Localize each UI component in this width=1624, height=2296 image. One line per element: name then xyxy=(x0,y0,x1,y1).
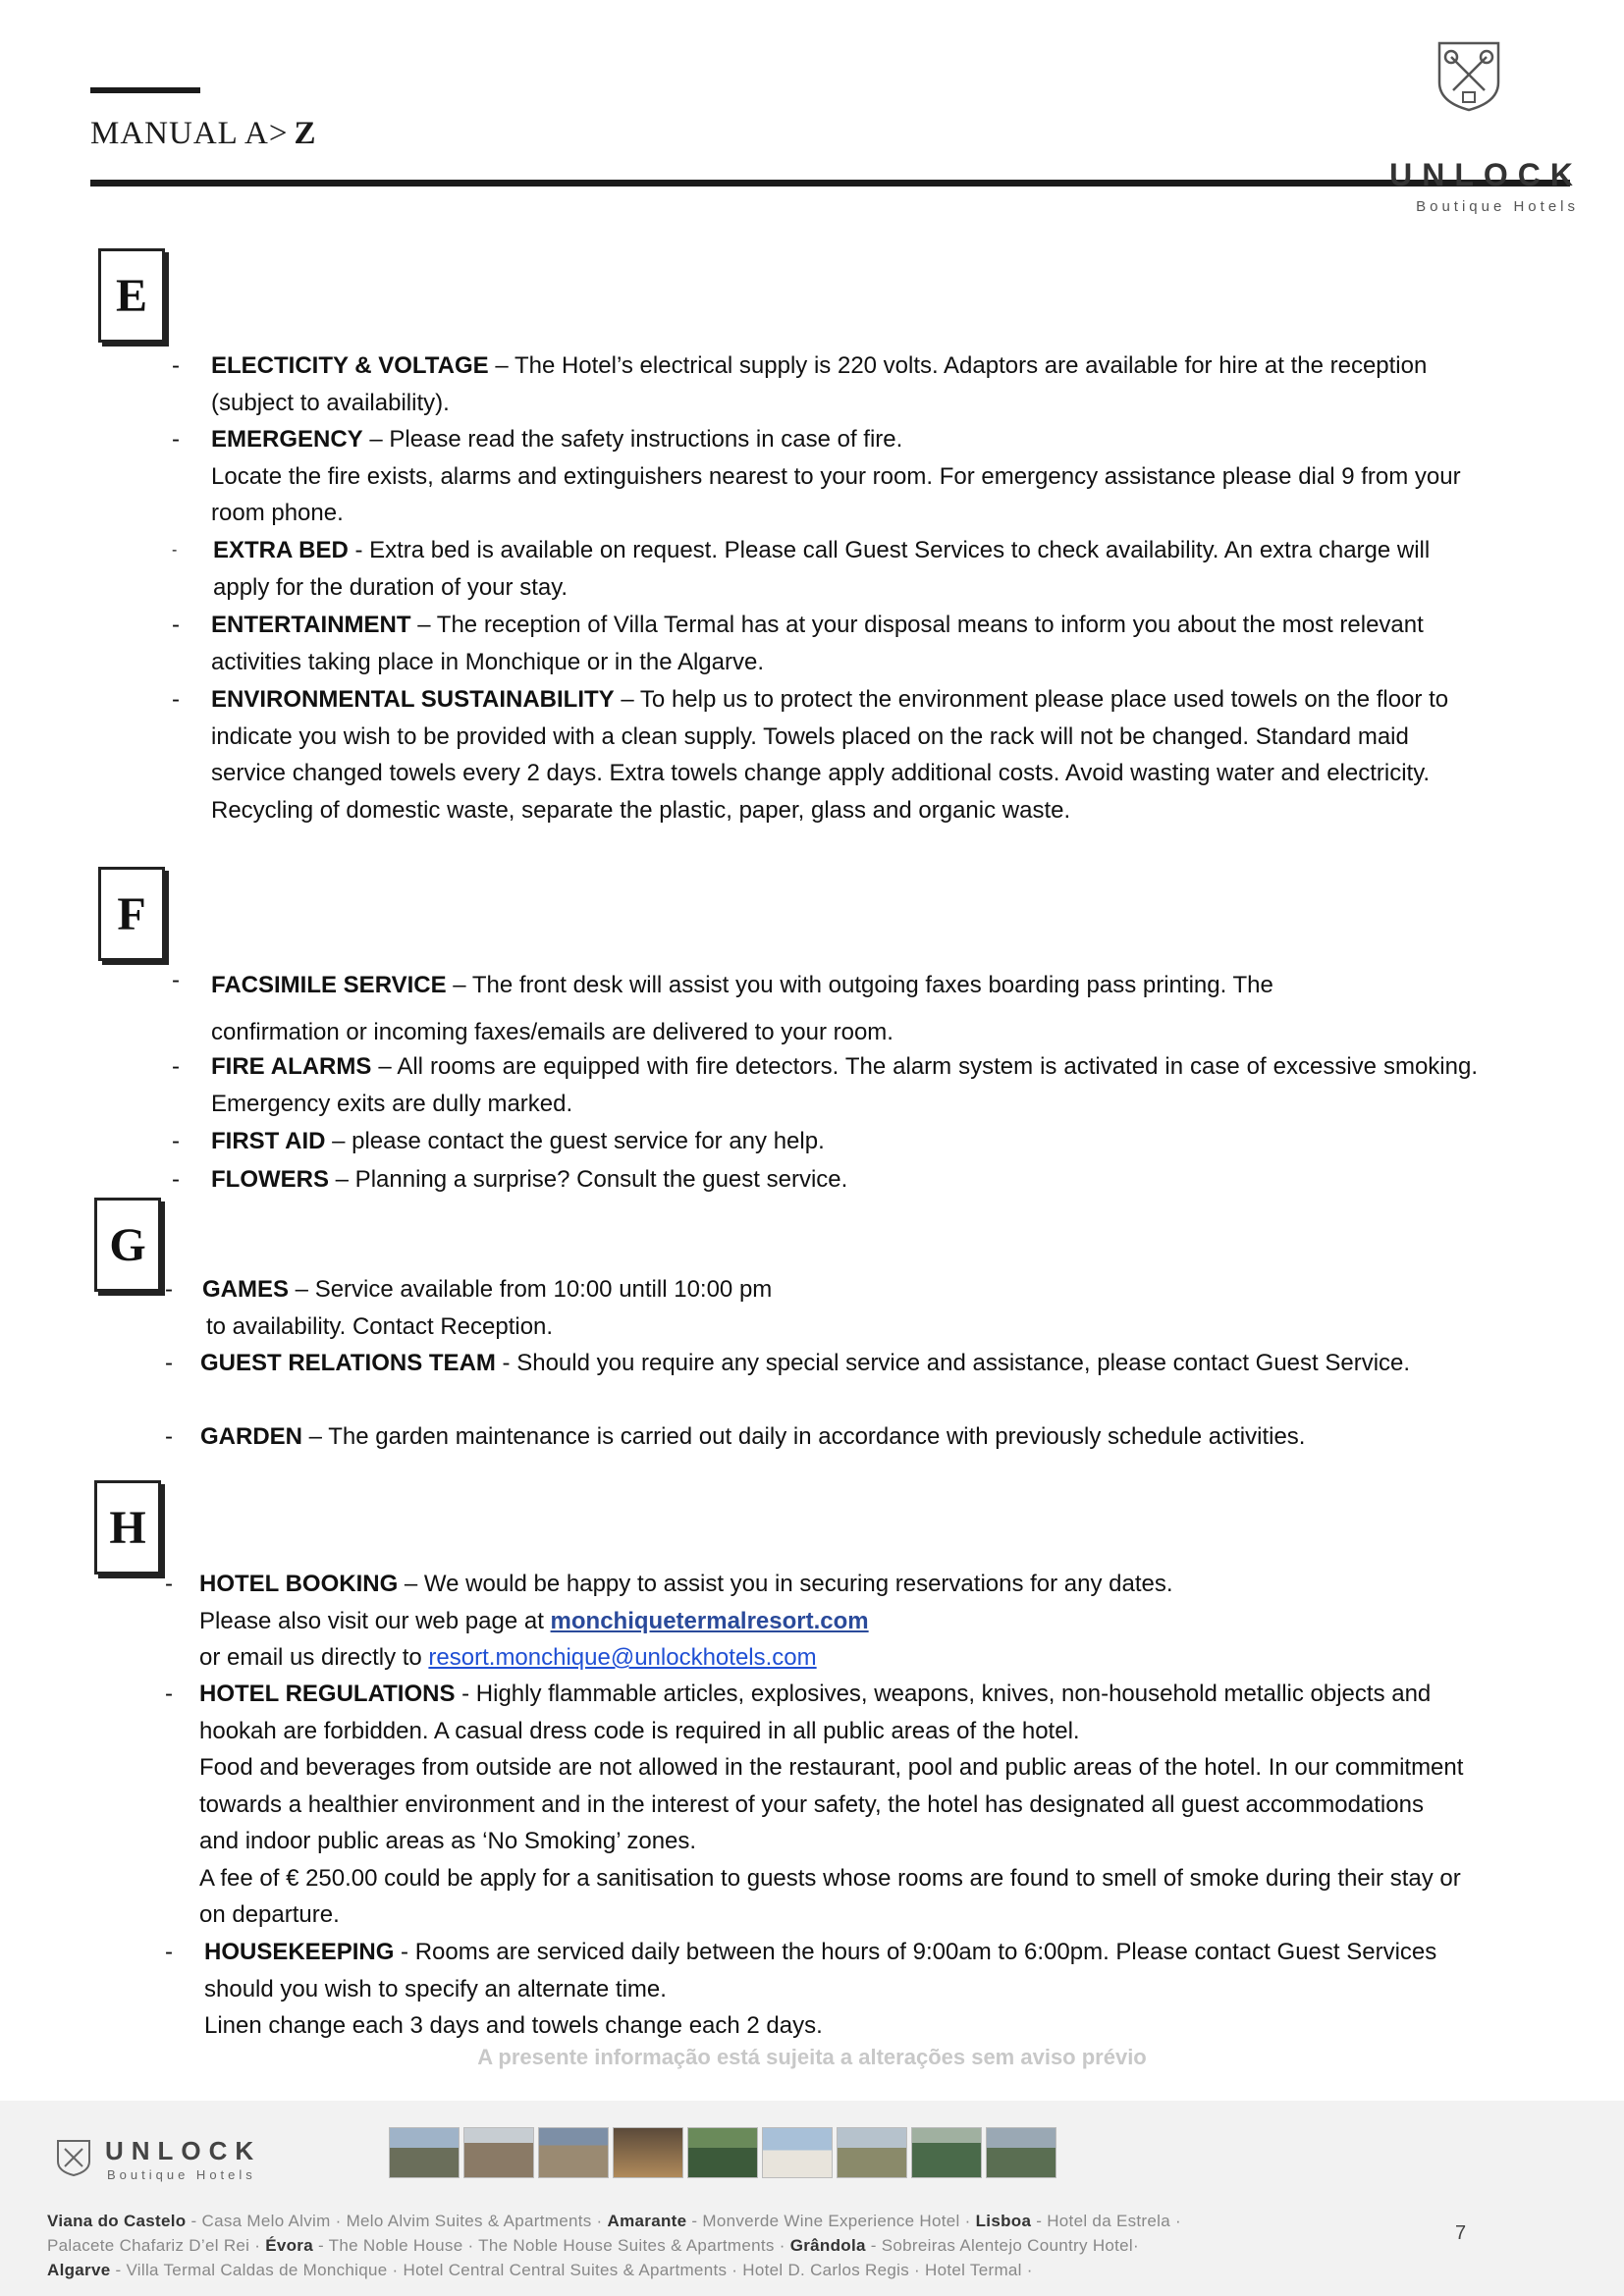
entry-first-aid xyxy=(172,1123,1478,1160)
change-notice: A presente informação está sujeita a alterações sem aviso prévio xyxy=(477,2045,1147,2069)
entry-flowers xyxy=(172,1161,1478,1199)
entry-entertainment xyxy=(172,607,1478,680)
section-letter-f: F xyxy=(98,867,165,961)
entry-text-3: or email us directly to xyxy=(199,1644,429,1671)
hotel-photo xyxy=(837,2127,907,2178)
entry-label: HOTEL BOOKING xyxy=(199,1571,399,1597)
entry-text: – We would be happy to assist you in securing reservations for any dates. xyxy=(398,1571,1173,1597)
bullet-dash: - xyxy=(172,1128,180,1154)
entry-text: – Planning a surprise? Consult the guest service. xyxy=(329,1166,848,1193)
brand-wordmark: UNLOCK xyxy=(1389,157,1583,192)
section-letter-e: E xyxy=(98,248,165,343)
entry-text-2: Recycling of domestic waste, separate the plastic, paper, glass and organic waste. xyxy=(211,796,1071,824)
bullet-dash: - xyxy=(172,352,180,379)
entry-games xyxy=(165,1271,1471,1345)
bullet-dash: - xyxy=(165,1681,173,1707)
entry-text: – To help us to protect the environment please place used towels on the floor to indicate you wish to be provided with a clean supply. Towels placed on the rack will not be changed. Standard maid service changed towels every 2 days. Extra towels change apply additional costs. Avoid wasting water and electricity. xyxy=(211,686,1449,786)
entry-text-2: Locate the fire exists, alarms and extinguishers nearest to your room. For emergency assistance please dial 9 from your room phone. xyxy=(211,462,1461,526)
footer-line-2 xyxy=(47,2236,1139,2256)
entry-label: FACSIMILE SERVICE xyxy=(211,972,447,998)
region-name: Algarve xyxy=(47,2261,111,2279)
region-name: Évora xyxy=(265,2236,313,2255)
hotel-names: - The Noble House · The Noble House Suites & Apartments · xyxy=(312,2236,790,2255)
entry-housekeeping xyxy=(165,1934,1471,2044)
entry-label: HOUSEKEEPING xyxy=(204,1939,395,1965)
entry-extra-bed xyxy=(172,532,1478,606)
hotel-photo xyxy=(389,2127,460,2178)
entry-label: FIRST AID xyxy=(211,1128,326,1154)
entry-label: ENVIRONMENTAL SUSTAINABILITY xyxy=(211,686,615,713)
entry-text: – The reception of Villa Termal has at your disposal means to inform you about the most relevant activities taking place in Monchique or in the Algarve. xyxy=(211,612,1424,675)
entry-garden xyxy=(165,1418,1471,1492)
entry-text: - Rooms are serviced daily between the hours of 9:00am to 6:00pm. Please contact Guest Services should you wish to specify an alternate time. xyxy=(204,1939,1437,2002)
entry-label: FIRE ALARMS xyxy=(211,1053,372,1080)
entry-text: – The front desk will assist you with outgoing faxes boarding pass printing. The xyxy=(446,972,1273,998)
bullet-dash: - xyxy=(172,1166,180,1193)
keys-shield-icon xyxy=(1434,39,1504,112)
hotel-photo xyxy=(911,2127,982,2178)
section-letter-g: G xyxy=(94,1198,161,1292)
footer xyxy=(0,2101,1624,2296)
bullet-dash: - xyxy=(172,612,180,638)
entry-text: - Should you require any special service and assistance, please contact Guest Service. xyxy=(495,1350,1411,1376)
entry-label: GUEST RELATIONS TEAM xyxy=(200,1350,496,1376)
bullet-dash: - xyxy=(172,542,178,559)
bullet-dash: - xyxy=(172,1053,180,1080)
entry-environmental-sustainability xyxy=(172,681,1478,868)
entry-label: GAMES xyxy=(202,1276,290,1303)
entry-text: – All rooms are equipped with fire detectors. The alarm system is activated in case of excessive smoking. Emergency exits are dully marked. xyxy=(211,1053,1479,1117)
hotel-photo xyxy=(986,2127,1056,2178)
bullet-dash: - xyxy=(165,1350,173,1376)
entry-label: ELECTICITY & VOLTAGE xyxy=(211,352,489,379)
footer-line-1 xyxy=(47,2212,1181,2231)
hotel-photo xyxy=(538,2127,609,2178)
bullet-dash: - xyxy=(165,1939,173,1965)
entry-text: - Extra bed is available on request. Please call Guest Services to check availability. An extra charge will apply for the duration of your stay. xyxy=(213,537,1431,601)
hotel-photo xyxy=(762,2127,833,2178)
hotel-names: - Casa Melo Alvim · Melo Alvim Suites & Apartments · xyxy=(186,2212,608,2230)
entry-text-2: to availability. Contact Reception. xyxy=(206,1312,554,1340)
entry-hotel-regulations xyxy=(165,1676,1471,1933)
entry-label: EXTRA BED xyxy=(213,537,349,563)
region-name: Amarante xyxy=(607,2212,687,2230)
entry-electricity xyxy=(172,347,1478,421)
entry-text: – The Hotel’s electrical supply is 220 volts. Adaptors are available for hire at the reception (subject to availability). xyxy=(211,352,1428,416)
hotel-names: Palacete Chafariz D’el Rei · xyxy=(47,2236,266,2255)
entry-hotel-booking xyxy=(165,1566,1471,1676)
entry-emergency xyxy=(172,421,1478,531)
entry-text: – please contact the guest service for any help. xyxy=(325,1128,825,1154)
header-accent-bar xyxy=(90,87,200,93)
footer-brand-subtitle: Boutique Hotels xyxy=(107,2167,256,2182)
entry-facsimile-service xyxy=(172,962,1478,1050)
email-link[interactable]: resort.monchique@unlockhotels.com xyxy=(428,1644,817,1671)
entry-text: – Please read the safety instructions in case of fire. xyxy=(362,426,903,453)
bullet-dash: - xyxy=(172,686,180,713)
entry-label: GARDEN xyxy=(200,1423,303,1450)
bullet-dash: - xyxy=(165,1423,173,1450)
bullet-dash: - xyxy=(172,426,180,453)
hotel-photo-strip xyxy=(389,2127,1056,2178)
manual-title: MANUAL A> Z xyxy=(90,116,317,151)
entry-text-2: confirmation or incoming faxes/emails are delivered to your room. xyxy=(211,1019,893,1045)
entry-text-2: Please also visit our web page at xyxy=(199,1607,551,1634)
entry-fire-alarms xyxy=(172,1048,1478,1122)
hotel-photo xyxy=(463,2127,534,2178)
footer-brand-wordmark: UNLOCK xyxy=(105,2136,262,2165)
entry-text-2: Linen change each 3 days and towels change each 2 days. xyxy=(204,2012,823,2039)
region-name: Lisboa xyxy=(975,2212,1032,2230)
hotel-photo xyxy=(687,2127,758,2178)
entry-text: – The garden maintenance is carried out daily in accordance with previously schedule activities. xyxy=(302,1423,1306,1450)
hotel-names: - Villa Termal Caldas de Monchique · Hotel Central Central Suites & Apartments · Hotel D. Carlos Regis · Hotel Termal · xyxy=(110,2261,1033,2279)
brand-subtitle: Boutique Hotels xyxy=(1416,198,1579,215)
hotel-names: - Hotel da Estrela · xyxy=(1031,2212,1181,2230)
section-letter-h: H xyxy=(94,1480,161,1575)
unlock-logo xyxy=(1347,39,1583,215)
entry-text: - Highly flammable articles, explosives, weapons, knives, non-household metallic objects and hookah are forbidden. A casual dress code is required in all public areas of the hotel. xyxy=(199,1681,1432,1744)
entry-text-2: Food and beverages from outside are not allowed in the restaurant, pool and public areas of the hotel. In our commitment towards a healthier environment and in the interest of your safety, the hotel has designated all guest accommodations and indoor public areas as ‘No Smoking’ zones. xyxy=(199,1754,1464,1854)
bullet-dash: - xyxy=(172,967,180,993)
entry-guest-relations-team xyxy=(165,1345,1471,1418)
entry-label: FLOWERS xyxy=(211,1166,329,1193)
entry-text: – Service available from 10:00 untill 10:00 pm xyxy=(289,1276,773,1303)
region-name: Viana do Castelo xyxy=(47,2212,187,2230)
entry-label: EMERGENCY xyxy=(211,426,363,453)
hotel-names: - Sobreiras Alentejo Country Hotel· xyxy=(865,2236,1139,2255)
region-name: Grândola xyxy=(789,2236,866,2255)
footer-line-3 xyxy=(47,2261,1033,2280)
entry-text-3: A fee of € 250.00 could be apply for a sanitisation to guests whose rooms are found to smell of smoke during their stay or on departure. xyxy=(199,1864,1461,1928)
website-link[interactable]: monchiquetermalresort.com xyxy=(550,1607,869,1634)
footer-logo xyxy=(54,2130,309,2199)
bullet-dash: - xyxy=(165,1571,173,1597)
keys-shield-icon xyxy=(54,2138,93,2177)
entry-label: ENTERTAINMENT xyxy=(211,612,411,638)
page-number: 7 xyxy=(1455,2222,1467,2244)
entry-label: HOTEL REGULATIONS xyxy=(199,1681,456,1707)
hotel-names: - Monverde Wine Experience Hotel · xyxy=(686,2212,976,2230)
bullet-dash: - xyxy=(165,1276,173,1303)
hotel-photo xyxy=(613,2127,683,2178)
